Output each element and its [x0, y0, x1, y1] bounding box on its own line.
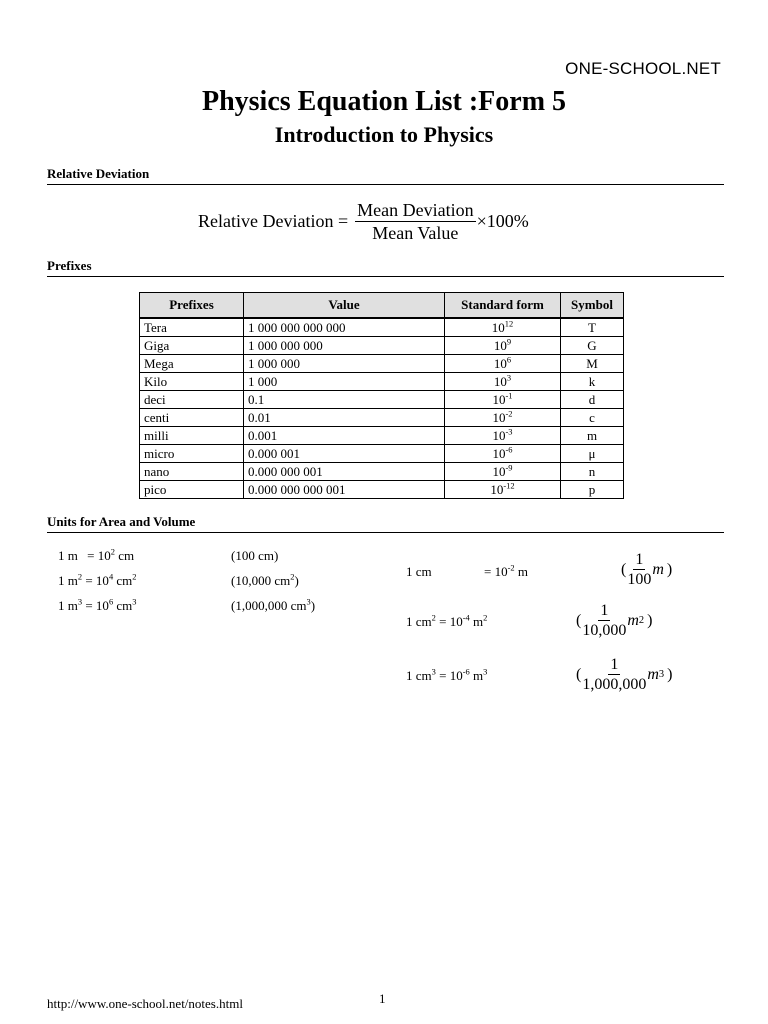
unit-text: 1 m: [58, 598, 78, 613]
table-row: [140, 337, 624, 355]
cell-standard-form: [445, 318, 561, 337]
standard-form-base: 10: [492, 464, 506, 479]
unit-text: (10,000 cm: [231, 573, 291, 588]
page-subtitle: Introduction to Physics: [274, 122, 494, 147]
cell-standard-form: [445, 481, 561, 499]
cell-symbol: μ: [561, 445, 624, 463]
cell-prefix: centi: [140, 409, 244, 427]
unit-text: = 10: [82, 598, 109, 613]
open-paren: (: [576, 611, 582, 629]
section-heading-relative-deviation: Relative Deviation: [47, 166, 724, 185]
unit-exponent: -6: [462, 666, 470, 677]
cell-standard-form: [445, 391, 561, 409]
column-header-symbol: Symbol: [561, 293, 624, 319]
table-row: [140, 355, 624, 373]
cell-value: 0.01: [244, 409, 445, 427]
unit-text: cm: [114, 548, 135, 563]
cell-prefix: Giga: [140, 337, 244, 355]
cell-prefix: Mega: [140, 355, 244, 373]
cell-prefix: nano: [140, 463, 244, 481]
fraction: [582, 655, 646, 694]
cell-value: 0.000 001: [244, 445, 445, 463]
conversion-cm-fraction: [621, 550, 672, 589]
cell-standard-form: [445, 373, 561, 391]
unit-exponent: 6: [108, 596, 114, 607]
cell-value: 0.1: [244, 391, 445, 409]
cell-value: 1 000 000 000: [244, 337, 445, 355]
formula-denominator: Mean Value: [372, 223, 459, 243]
cell-standard-form: [445, 337, 561, 355]
unit-text: m: [514, 564, 528, 579]
cell-prefix: milli: [140, 427, 244, 445]
unit-exponent: 3: [431, 666, 436, 677]
table-row: [140, 427, 624, 445]
open-paren: (: [621, 560, 627, 578]
cell-symbol: c: [561, 409, 624, 427]
unit-exponent: 2: [77, 571, 83, 582]
cell-value: 1 000 000 000 000: [244, 318, 445, 337]
table-row: [140, 445, 624, 463]
cell-standard-form: [445, 463, 561, 481]
cell-standard-form: [445, 445, 561, 463]
cell-prefix: Kilo: [140, 373, 244, 391]
fraction-numerator: 1: [600, 602, 609, 619]
table-row: [140, 318, 624, 337]
footer-url-link[interactable]: http://www.one-school.net/notes.html: [47, 996, 243, 1011]
fraction-numerator: 1: [610, 656, 619, 673]
fraction-denominator: 10,000: [582, 622, 627, 639]
unit-text: 1 cm: [406, 614, 432, 629]
unit-text: = 10: [435, 668, 463, 683]
unit-equation-area: [58, 573, 137, 589]
standard-form-base: 10: [493, 374, 507, 389]
conversion-cm2-fraction: ( $\frac{1}{10,000}$ m 2 ): [576, 602, 653, 639]
standard-form-exponent: 9: [506, 336, 512, 347]
cell-symbol: m: [561, 427, 624, 445]
page-number: 1: [379, 991, 386, 1006]
cell-symbol: k: [561, 373, 624, 391]
standard-form-exponent: -1: [505, 390, 513, 401]
cell-symbol: M: [561, 355, 624, 373]
cell-prefix: pico: [140, 481, 244, 499]
formula-numerator: Mean Deviation: [357, 200, 474, 220]
table-row: [140, 391, 624, 409]
table-row: [140, 463, 624, 481]
standard-form-exponent: 12: [504, 318, 514, 329]
unit-note-length: (100 cm): [231, 548, 279, 563]
cell-standard-form: [445, 427, 561, 445]
unit-text: = 10: [87, 548, 111, 563]
standard-form-base: 10: [493, 356, 507, 371]
cell-value: 0.001: [244, 427, 445, 445]
open-paren: (: [576, 665, 582, 683]
fraction: [627, 550, 651, 589]
unit-text: = 10: [435, 614, 463, 629]
fraction-numerator: 1: [635, 551, 644, 568]
standard-form-exponent: 6: [506, 354, 512, 365]
formula-lhs: Relative Deviation =: [198, 211, 349, 231]
unit-text: m: [469, 614, 484, 629]
formula-fraction: [355, 199, 475, 244]
close-paren: ): [647, 611, 653, 629]
cell-symbol: d: [561, 391, 624, 409]
unit-text: 1 m: [58, 548, 78, 563]
unit-exponent: 2: [431, 612, 436, 623]
cell-symbol: T: [561, 318, 624, 337]
standard-form-base: 10: [491, 320, 505, 335]
unit-equation-volume: [58, 598, 137, 614]
unit-exponent: 3: [306, 596, 311, 607]
standard-form-exponent: -12: [503, 480, 515, 491]
table-row: [140, 373, 624, 391]
relative-deviation-formula: [198, 199, 529, 244]
site-name: ONE-SCHOOL.NET: [565, 59, 721, 78]
section-heading-units: Units for Area and Volume: [47, 514, 724, 533]
cell-prefix: Tera: [140, 318, 244, 337]
standard-form-base: 10: [493, 338, 507, 353]
standard-form-base: 10: [492, 410, 506, 425]
conversion-cm3-fraction: ( $\frac{1}{1,000,000}$ m 3 ): [576, 656, 673, 693]
unit-note-volume: [231, 598, 315, 614]
cell-standard-form: [445, 409, 561, 427]
table-header-row: [140, 293, 624, 319]
unit-exponent: 2: [290, 571, 295, 582]
fraction: [582, 601, 626, 640]
table-row: [140, 481, 624, 499]
close-paren: ): [667, 665, 673, 683]
cell-prefix: micro: [140, 445, 244, 463]
unit-text: ): [294, 573, 299, 588]
standard-form-exponent: -3: [505, 426, 513, 437]
column-header-value: Value: [244, 293, 445, 319]
cell-symbol: G: [561, 337, 624, 355]
conversion-cm2: [406, 614, 487, 630]
fraction-unit: m: [652, 560, 664, 578]
conversion-cm3: [406, 668, 487, 684]
fraction-unit: m: [627, 611, 639, 629]
cell-prefix: deci: [140, 391, 244, 409]
unit-exponent: 3: [77, 596, 83, 607]
section-heading-prefixes: Prefixes: [47, 258, 724, 277]
standard-form-exponent: -9: [505, 462, 513, 473]
unit-exponent: 3: [132, 596, 137, 607]
cell-symbol: n: [561, 463, 624, 481]
unit-exponent: 3: [483, 666, 488, 677]
unit-text: m: [469, 668, 484, 683]
unit-exponent: -2: [507, 562, 515, 573]
cell-value: 0.000 000 001: [244, 463, 445, 481]
standard-form-base: 10: [492, 392, 506, 407]
cell-symbol: p: [561, 481, 624, 499]
unit-text: (1,000,000 cm: [231, 598, 307, 613]
close-paren: ): [666, 560, 673, 578]
unit-exponent: 2: [132, 571, 137, 582]
standard-form-base: 10: [492, 428, 506, 443]
unit-text: cm: [113, 573, 133, 588]
prefix-table: [139, 292, 624, 499]
fraction-unit: m: [647, 665, 659, 683]
standard-form-exponent: -6: [505, 444, 513, 455]
page-title: Physics Equation List :Form 5: [201, 86, 567, 117]
standard-form-exponent: -2: [505, 408, 513, 419]
unit-note-area: [231, 573, 299, 589]
fraction-denominator: 1,000,000: [582, 676, 647, 693]
table-row: [140, 409, 624, 427]
standard-form-base: 10: [490, 482, 504, 497]
unit-text: = 10: [82, 573, 109, 588]
formula-multiplier: ×100%: [476, 211, 529, 231]
unit-text: = 10: [484, 564, 508, 579]
unit-text: 1 cm: [406, 668, 432, 683]
conversion-cm-rhs: [484, 564, 528, 580]
cell-value: 0.000 000 000 001: [244, 481, 445, 499]
unit-text: cm: [113, 598, 133, 613]
column-header-standard-form: Standard form: [445, 293, 561, 319]
fraction-denominator: 100: [627, 571, 652, 588]
conversion-cm-lhs: 1 cm: [406, 564, 432, 579]
unit-exponent: 2: [483, 612, 488, 623]
unit-text: ): [310, 598, 316, 613]
unit-equation-length: [58, 548, 134, 564]
unit-text: 1 m: [58, 573, 78, 588]
unit-exponent: 2: [110, 546, 115, 557]
column-header-prefixes: Prefixes: [140, 293, 244, 319]
cell-value: 1 000 000: [244, 355, 445, 373]
standard-form-exponent: 3: [506, 372, 512, 383]
unit-exponent: -4: [462, 612, 470, 623]
cell-value: 1 000: [244, 373, 445, 391]
unit-exponent: 4: [108, 571, 114, 582]
standard-form-base: 10: [492, 446, 506, 461]
cell-standard-form: [445, 355, 561, 373]
